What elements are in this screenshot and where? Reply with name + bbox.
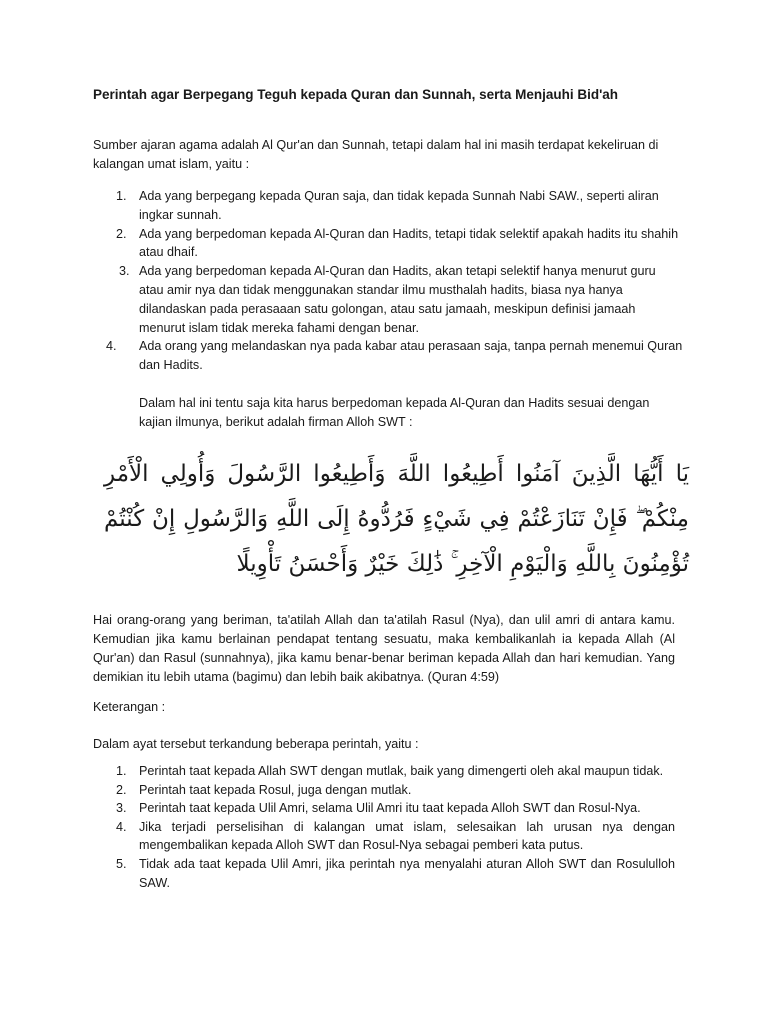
document-title: Perintah agar Berpegang Teguh kepada Quran dan Sunnah, serta Menjauhi Bid'ah — [93, 87, 619, 102]
list-item — [93, 781, 675, 800]
list-number: 2. — [116, 226, 127, 241]
list-item-text: Ada yang berpedoman kepada Al-Quran dan Hadits, akan tetapi selektif hanya menurut guru atau amir nya dan tidak menggunakan standar ilmu musthalah hadits, biasa nya hanya dilandaskan pada perasaaan satu golongan, atau satu jamaah, meskipun definisi jamaah menurut islam tidak mereka fahami dengan benar. — [139, 264, 656, 335]
list-number: 3. — [119, 264, 130, 279]
list-item — [93, 855, 675, 892]
intro-paragraph: Sumber ajaran agama adalah Al Qur'an dan Sunnah, tetapi dalam hal ini masih terdapat kekeliruan di kalangan umat islam, yaitu : — [93, 138, 659, 171]
commands-intro: Dalam ayat tersebut terkandung beberapa perintah, yaitu : — [93, 737, 419, 751]
verse-translation: Hai orang-orang yang beriman, ta'atilah Allah dan ta'atilah Rasul (Nya), dan ulil amri di antara kamu. Kemudian jika kamu berlainan pendapat tentang sesuatu, maka kembalikanlah ia kepada Allah (Al Qur'an) dan Rasul (sunnahnya), jika kamu benar-benar beriman kepada Allah dan hari kemudian. Yang demikian itu lebih utama (bagimu) dan lebih baik akibatnya. (Quran 4:59) — [93, 613, 675, 684]
list-item-text: Perintah taat kepada Rosul, juga dengan mutlak. — [139, 782, 412, 797]
list-number: 1. — [116, 764, 127, 778]
list-item — [93, 799, 675, 818]
list-item-text: Ada yang berpegang kepada Quran saja, dan tidak kepada Sunnah Nabi SAW., seperti aliran ingkar sunnah. — [139, 189, 659, 222]
list-item — [93, 818, 675, 855]
list-number: 1. — [116, 189, 127, 203]
list-number: 5. — [116, 856, 127, 871]
list-number: 2. — [116, 782, 127, 797]
list-item-text: Ada yang berpedoman kepada Al-Quran dan Hadits, tetapi tidak selektif apakah hadits itu shahih atau dhaif. — [139, 226, 679, 260]
list-number: 4. — [106, 339, 117, 354]
list-item-text: Ada orang yang melandaskan nya pada kabar atau perasaan saja, tanpa pernah menemui Quran dan Hadits. — [139, 339, 683, 373]
errors-list — [93, 187, 683, 375]
list-item-text: Perintah taat kepada Allah SWT dengan mutlak, baik yang dimengerti oleh akal maupun tidak. — [139, 764, 664, 778]
list-item-text: Tidak ada taat kepada Ulil Amri, jika perintah nya menyalahi aturan Alloh SWT dan Rosululloh SAW. — [139, 856, 675, 890]
list-item-text: Jika terjadi perselisihan di kalangan umat islam, selesaikan lah urusan nya dengan mengembalikan kepada Alloh SWT dan Rosul-Nya sebagai pemberi kata putus. — [139, 819, 675, 853]
list-item-text: Perintah taat kepada Ulil Amri, selama Ulil Amri itu taat kepada Alloh SWT dan Rosul-Nya. — [139, 801, 641, 816]
quran-verse-arabic: يَا أَيُّهَا الَّذِينَ آمَنُوا أَطِيعُوا اللَّهَ وَأَطِيعُوا الرَّسُولَ وَأُولِي الْأَمْرِ مِنْكُمْ ۖ فَإِنْ تَنَازَعْتُمْ فِي شَيْءٍ فَرُدُّوهُ إِلَى اللَّهِ وَالرَّسُولِ إِنْ كُنْتُمْ تُؤْمِنُونَ بِاللَّهِ وَالْيَوْمِ الْآخِرِ ۚ ذَٰلِكَ خَيْرٌ وَأَحْسَنُ تَأْوِيلًا — [104, 461, 689, 577]
list-number: 4. — [116, 819, 127, 834]
list-item — [93, 337, 683, 375]
list-item — [93, 762, 675, 781]
list-item — [93, 187, 683, 225]
list-item — [93, 225, 683, 263]
commands-list — [93, 762, 675, 892]
guidance-paragraph: Dalam hal ini tentu saja kita harus berpedoman kepada Al-Quran dan Hadits sesuai dengan kajian ilmunya, berikut adalah firman Alloh SWT : — [139, 396, 650, 429]
list-number: 3. — [116, 801, 127, 816]
list-item — [93, 262, 683, 337]
keterangan-heading: Keterangan : — [93, 700, 166, 714]
